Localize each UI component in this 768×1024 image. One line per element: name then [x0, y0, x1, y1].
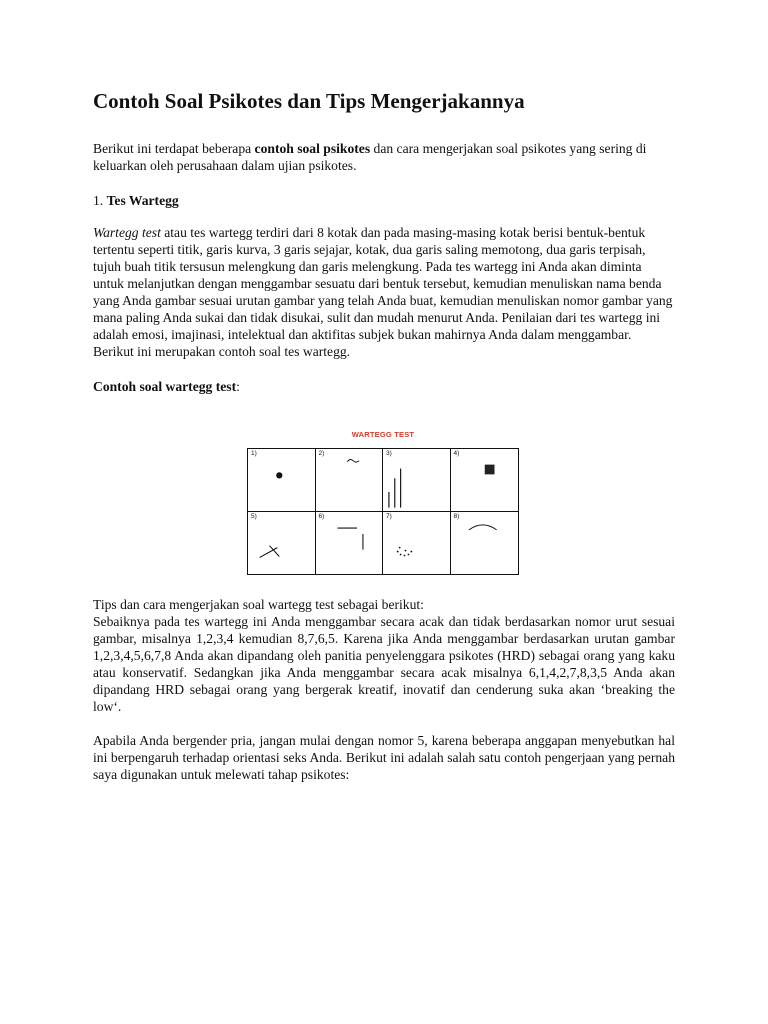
tips-paragraph-1: Sebaiknya pada tes wartegg ini Anda menggambar secara acak dan tidak berdasarkan nomor urut sesuai gambar, misalnya 1,2,3,4 kemudian 8,7,6,5. Karena jika Anda menggambar berdasarkan urutan gambar 1,2,3,4,5,6,7,8 Anda akan dipandang oleh panitia penyelenggara psikotes (HRD) sebagai orang yang kaku atau konservatif. Sedangkan jika Anda menggambar secara acak misalnya 6,1,4,2,7,8,3,5 Anda akan dipandang HRD sebagai orang yang bergerak kreatif, inovatif dan cenderung suka akan ‘breaking the low‘. [93, 614, 675, 714]
wartegg-cell-7 [383, 512, 451, 575]
wartegg-cell-2 [316, 449, 384, 512]
section-heading [93, 192, 675, 209]
tips-heading: Tips dan cara mengerjakan soal wartegg test sebagai berikut: [93, 597, 424, 612]
arc-shape [451, 512, 519, 575]
wartegg-cell-8 [451, 512, 519, 575]
dot-shape [248, 449, 315, 511]
three-parallel-lines-shape [383, 449, 450, 511]
wartegg-description-text: atau tes wartegg terdiri dari 8 kotak dan pada masing-masing kotak berisi bentuk-bentuk tertentu seperti titik, garis kurva, 3 garis sejajar, kotak, dua garis saling memotong, dua garis terpisah, tujuh buah titik tersusun melengkung dan garis melengkung. Pada tes wartegg ini Anda akan diminta untuk melanjutkan dengan menggambar sesuatu dari bentuk tersebut, kemudian menuliskan nama benda yang Anda gambar sesuai urutan gambar yang telah Anda buat, kemudian menuliskan nomor gambar yang mana paling Anda sukai dan tidak disukai, sulit dan mudah menurut Anda. Penilaian dari tes wartegg ini adalah emosi, imajinasi, intelektual dan aktifitas subjek bukan mahirnya Anda dalam menggambar. Berikut ini merupakan contoh soal tes wartegg. [93, 225, 673, 359]
example-label: Contoh soal wartegg test [93, 379, 237, 394]
cell-number: 3) [386, 450, 392, 457]
wartegg-cell-5 [248, 512, 316, 575]
cell-number: 6) [318, 512, 325, 520]
tips-paragraph-2: Apabila Anda bergender pria, jangan mulai dengan nomor 5, karena beberapa anggapan menyebutkan hal ini berpengaruh terhadap orientasi seks Anda. Berikut ini adalah salah satu contoh pengerjaan yang pernah saya digunakan untuk melewati tahap psikotes: [93, 733, 675, 782]
page-title: Contoh Soal Psikotes dan Tips Mengerjakannya [93, 89, 525, 113]
intro-text-before: Berikut ini terdapat beberapa [93, 141, 255, 156]
cell-number: 7) [386, 512, 392, 520]
intro-text-after: dan cara mengerjakan soal psikotes yang sering di keluarkan oleh perusahaan dalam ujian psikotes. [93, 141, 647, 173]
example-heading [93, 378, 675, 395]
square-shape [451, 449, 519, 511]
wartegg-figure [244, 430, 522, 576]
wartegg-cell-1 [248, 449, 316, 512]
intro-paragraph [93, 140, 675, 174]
cell-number: 8) [453, 512, 460, 520]
crossing-lines-shape [248, 512, 315, 575]
two-separate-lines-shape [316, 512, 383, 575]
cell-number: 1) [251, 450, 257, 457]
tips-section [93, 596, 675, 783]
wartegg-cell-3 [383, 449, 451, 512]
cell-number: 4) [453, 450, 460, 457]
document-page [93, 88, 675, 395]
cell-number: 2) [318, 450, 325, 457]
intro-bold-keyword: contoh soal psikotes [254, 141, 371, 156]
figure-title: WARTEGG TEST [351, 430, 415, 439]
example-colon: : [236, 379, 240, 394]
wartegg-cell-6 [316, 512, 384, 575]
section-number: 1. [93, 193, 107, 208]
wartegg-term: Wartegg test [93, 225, 161, 240]
wave-shape [316, 449, 383, 511]
curved-dots-shape [383, 512, 450, 575]
wartegg-cell-4 [451, 449, 519, 512]
cell-number: 5) [251, 512, 257, 520]
section-title: Tes Wartegg [106, 193, 179, 208]
wartegg-description [93, 224, 675, 360]
wartegg-grid [247, 448, 519, 575]
